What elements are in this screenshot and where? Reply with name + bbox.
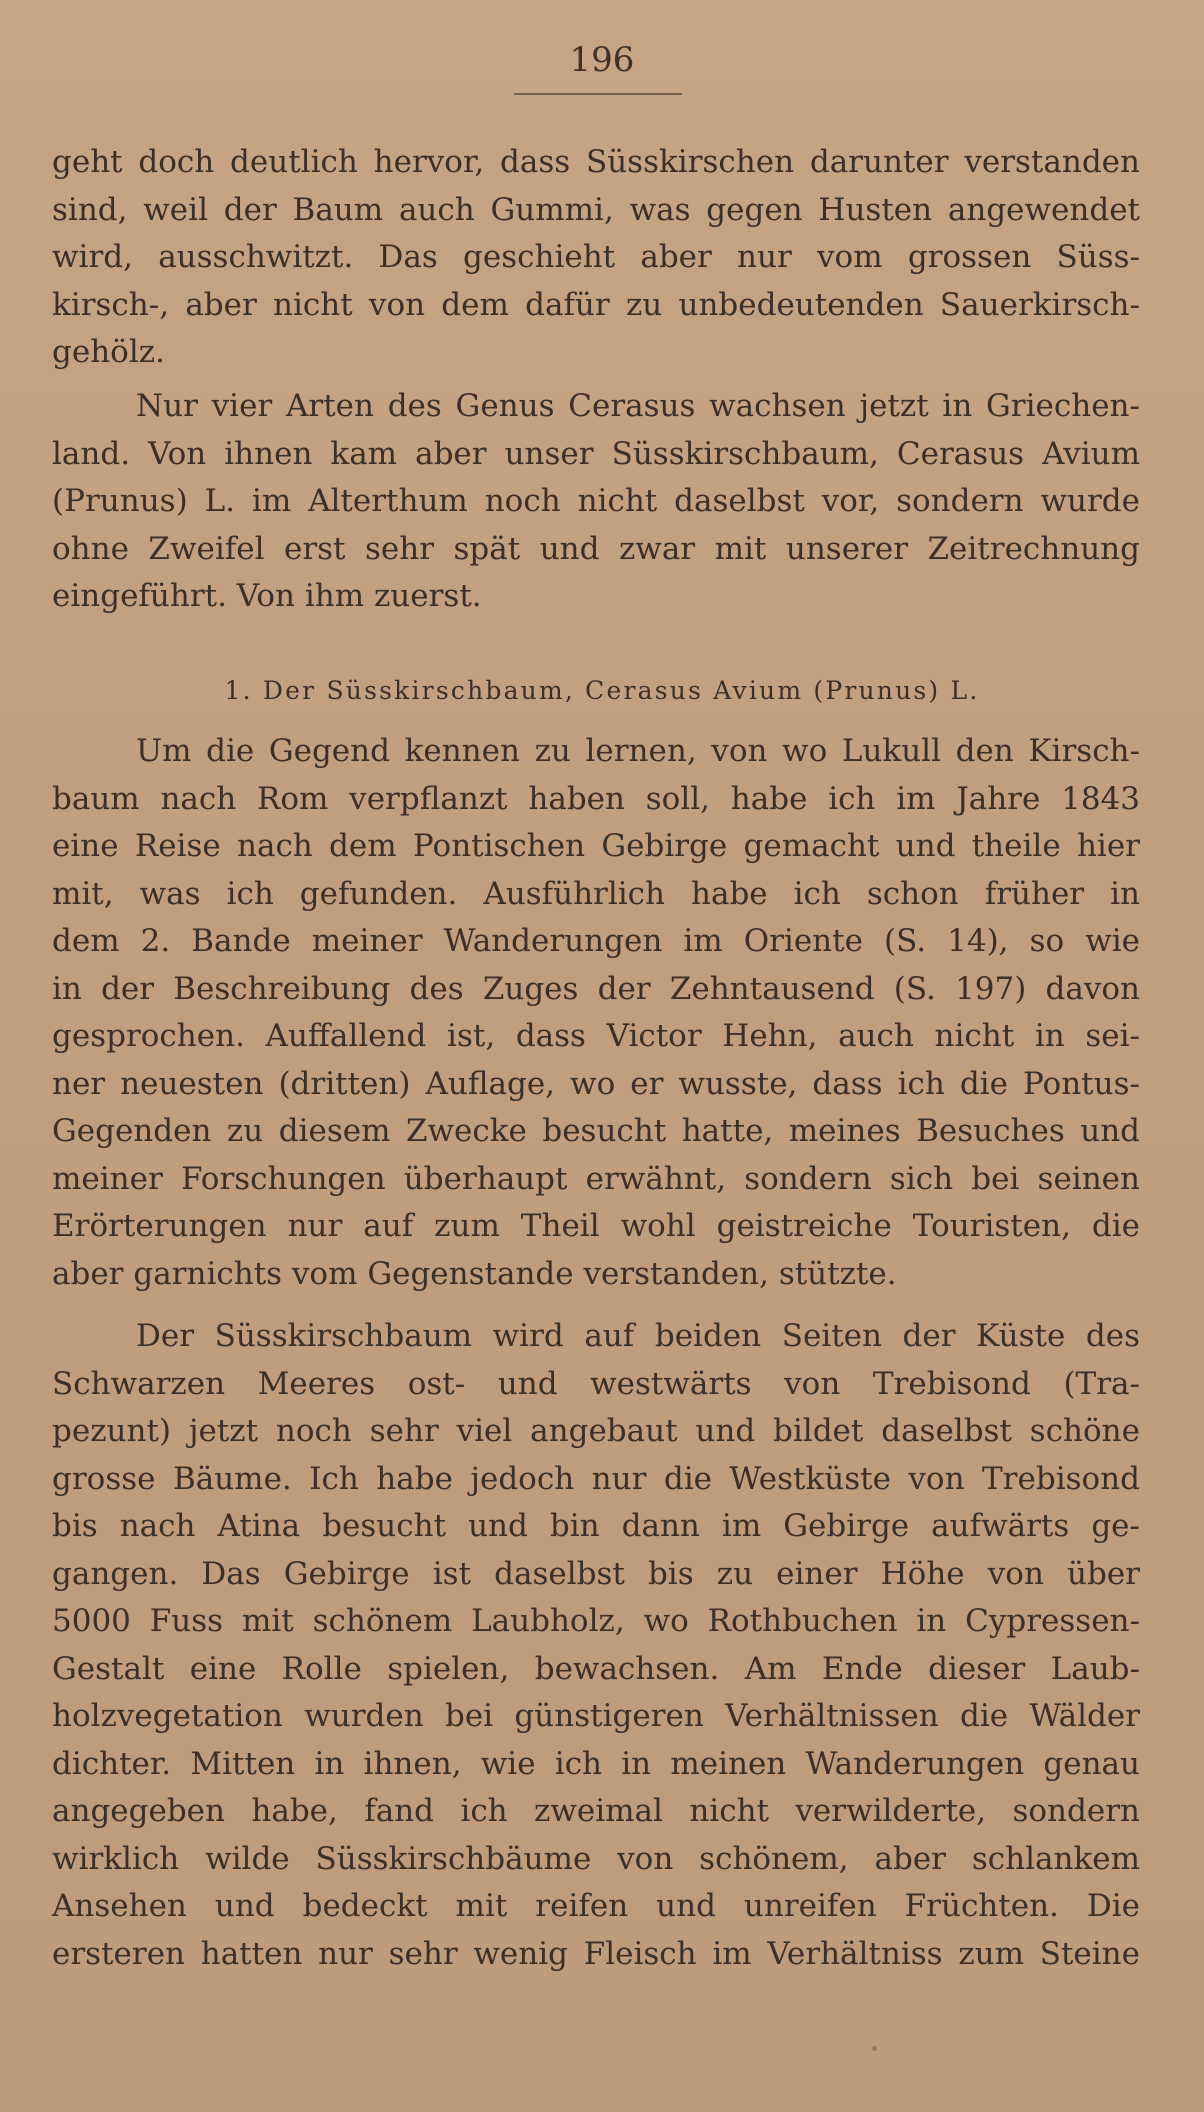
text-line: Der Süsskirschbaum wird auf beiden Seiten der Küste des bbox=[136, 1318, 1140, 1354]
text-line: holzvegetation wurden bei günstigeren Verhältnissen die Wälder bbox=[52, 1698, 1140, 1734]
text-line: land. Von ihnen kam aber unser Süsskirschbaum, Cerasus Avium bbox=[52, 435, 1140, 472]
section-heading: 1. Der Süsskirschbaum, Cerasus Avium (Prunus) L. bbox=[224, 676, 980, 705]
text-line: mit, was ich gefunden. Ausführlich habe ich schon früher in bbox=[52, 875, 1140, 912]
paragraph-pontic-journey bbox=[52, 728, 1140, 1298]
text-line: Schwarzen Meeres ost- und westwärts von Trebisond (Tra- bbox=[52, 1365, 1140, 1402]
text-line: gehölz. bbox=[52, 334, 165, 370]
text-line: eingeführt. Von ihm zuerst. bbox=[52, 578, 482, 614]
paragraph-continuation bbox=[52, 139, 1140, 377]
text-line: ner neuesten (dritten) Auflage, wo er wusste, dass ich die Pontus- bbox=[52, 1065, 1140, 1102]
text-line: Um die Gegend kennen zu lernen, von wo Lukull den Kirsch- bbox=[136, 733, 1140, 769]
paragraph-sweet-cherry-tree bbox=[52, 1313, 1140, 1978]
text-line: baum nach Rom verpflanzt haben soll, habe ich im Jahre 1843 bbox=[52, 780, 1140, 817]
paragraph-cerasus-species bbox=[52, 383, 1140, 621]
text-line: Nur vier Arten des Genus Cerasus wachsen jetzt in Griechen- bbox=[136, 388, 1140, 424]
text-line: bis nach Atina besucht und bin dann im Gebirge aufwärts ge- bbox=[52, 1508, 1140, 1544]
text-line: dem 2. Bande meiner Wanderungen im Oriente (S. 14), so wie bbox=[52, 923, 1140, 959]
text-line: Gestalt eine Rolle spielen, bewachsen. Am Ende dieser Laub- bbox=[52, 1650, 1140, 1687]
text-line: pezunt) jetzt noch sehr viel angebaut und bildet daselbst schöne bbox=[52, 1413, 1140, 1449]
text-line: Erörterungen nur auf zum Theil wohl geistreiche Touristen, die bbox=[52, 1208, 1140, 1244]
text-line: aber garnichts vom Gegenstande verstanden, stützte. bbox=[52, 1255, 897, 1292]
text-line: sind, weil der Baum auch Gummi, was gegen Husten angewendet bbox=[52, 191, 1140, 228]
page-number: 196 bbox=[569, 40, 635, 80]
text-line: Ansehen und bedeckt mit reifen und unreifen Früchten. Die bbox=[52, 1888, 1140, 1924]
paper-speck bbox=[872, 2046, 877, 2051]
text-line: grosse Bäume. Ich habe jedoch nur die Westküste von Trebisond bbox=[52, 1460, 1140, 1497]
text-line: gesprochen. Auffallend ist, dass Victor Hehn, auch nicht in sei- bbox=[52, 1018, 1140, 1054]
text-line: wirklich wilde Süsskirschbäume von schönem, aber schlankem bbox=[52, 1840, 1140, 1877]
text-line: angegeben habe, fand ich zweimal nicht verwilderte, sondern bbox=[52, 1793, 1140, 1829]
text-line: wird, ausschwitzt. Das geschieht aber nur vom grossen Süss- bbox=[52, 239, 1140, 275]
text-line: in der Beschreibung des Zuges der Zehntausend (S. 197) davon bbox=[52, 970, 1140, 1007]
text-line: dichter. Mitten in ihnen, wie ich in meinen Wanderungen genau bbox=[52, 1745, 1140, 1782]
text-line: eine Reise nach dem Pontischen Gebirge gemacht und theile hier bbox=[52, 828, 1140, 864]
text-line: ersteren hatten nur sehr wenig Fleisch im Verhältniss zum Steine bbox=[52, 1935, 1140, 1972]
text-line: gangen. Das Gebirge ist daselbst bis zu einer Höhe von über bbox=[52, 1555, 1140, 1592]
text-line: meiner Forschungen überhaupt erwähnt, sondern sich bei seinen bbox=[52, 1160, 1140, 1197]
page-number-rule bbox=[514, 93, 682, 95]
text-line: (Prunus) L. im Alterthum noch nicht daselbst vor, sondern wurde bbox=[52, 483, 1140, 519]
text-line: 5000 Fuss mit schönem Laubholz, wo Rothbuchen in Cypressen- bbox=[52, 1603, 1140, 1639]
text-line: Gegenden zu diesem Zwecke besucht hatte, meines Besuches und bbox=[52, 1113, 1140, 1149]
text-line: geht doch deutlich hervor, dass Süsskirschen darunter verstanden bbox=[52, 144, 1140, 180]
text-line: ohne Zweifel erst sehr spät und zwar mit unserer Zeitrechnung bbox=[52, 530, 1140, 567]
text-line: kirsch-, aber nicht von dem dafür zu unbedeutenden Sauerkirsch- bbox=[52, 286, 1140, 323]
